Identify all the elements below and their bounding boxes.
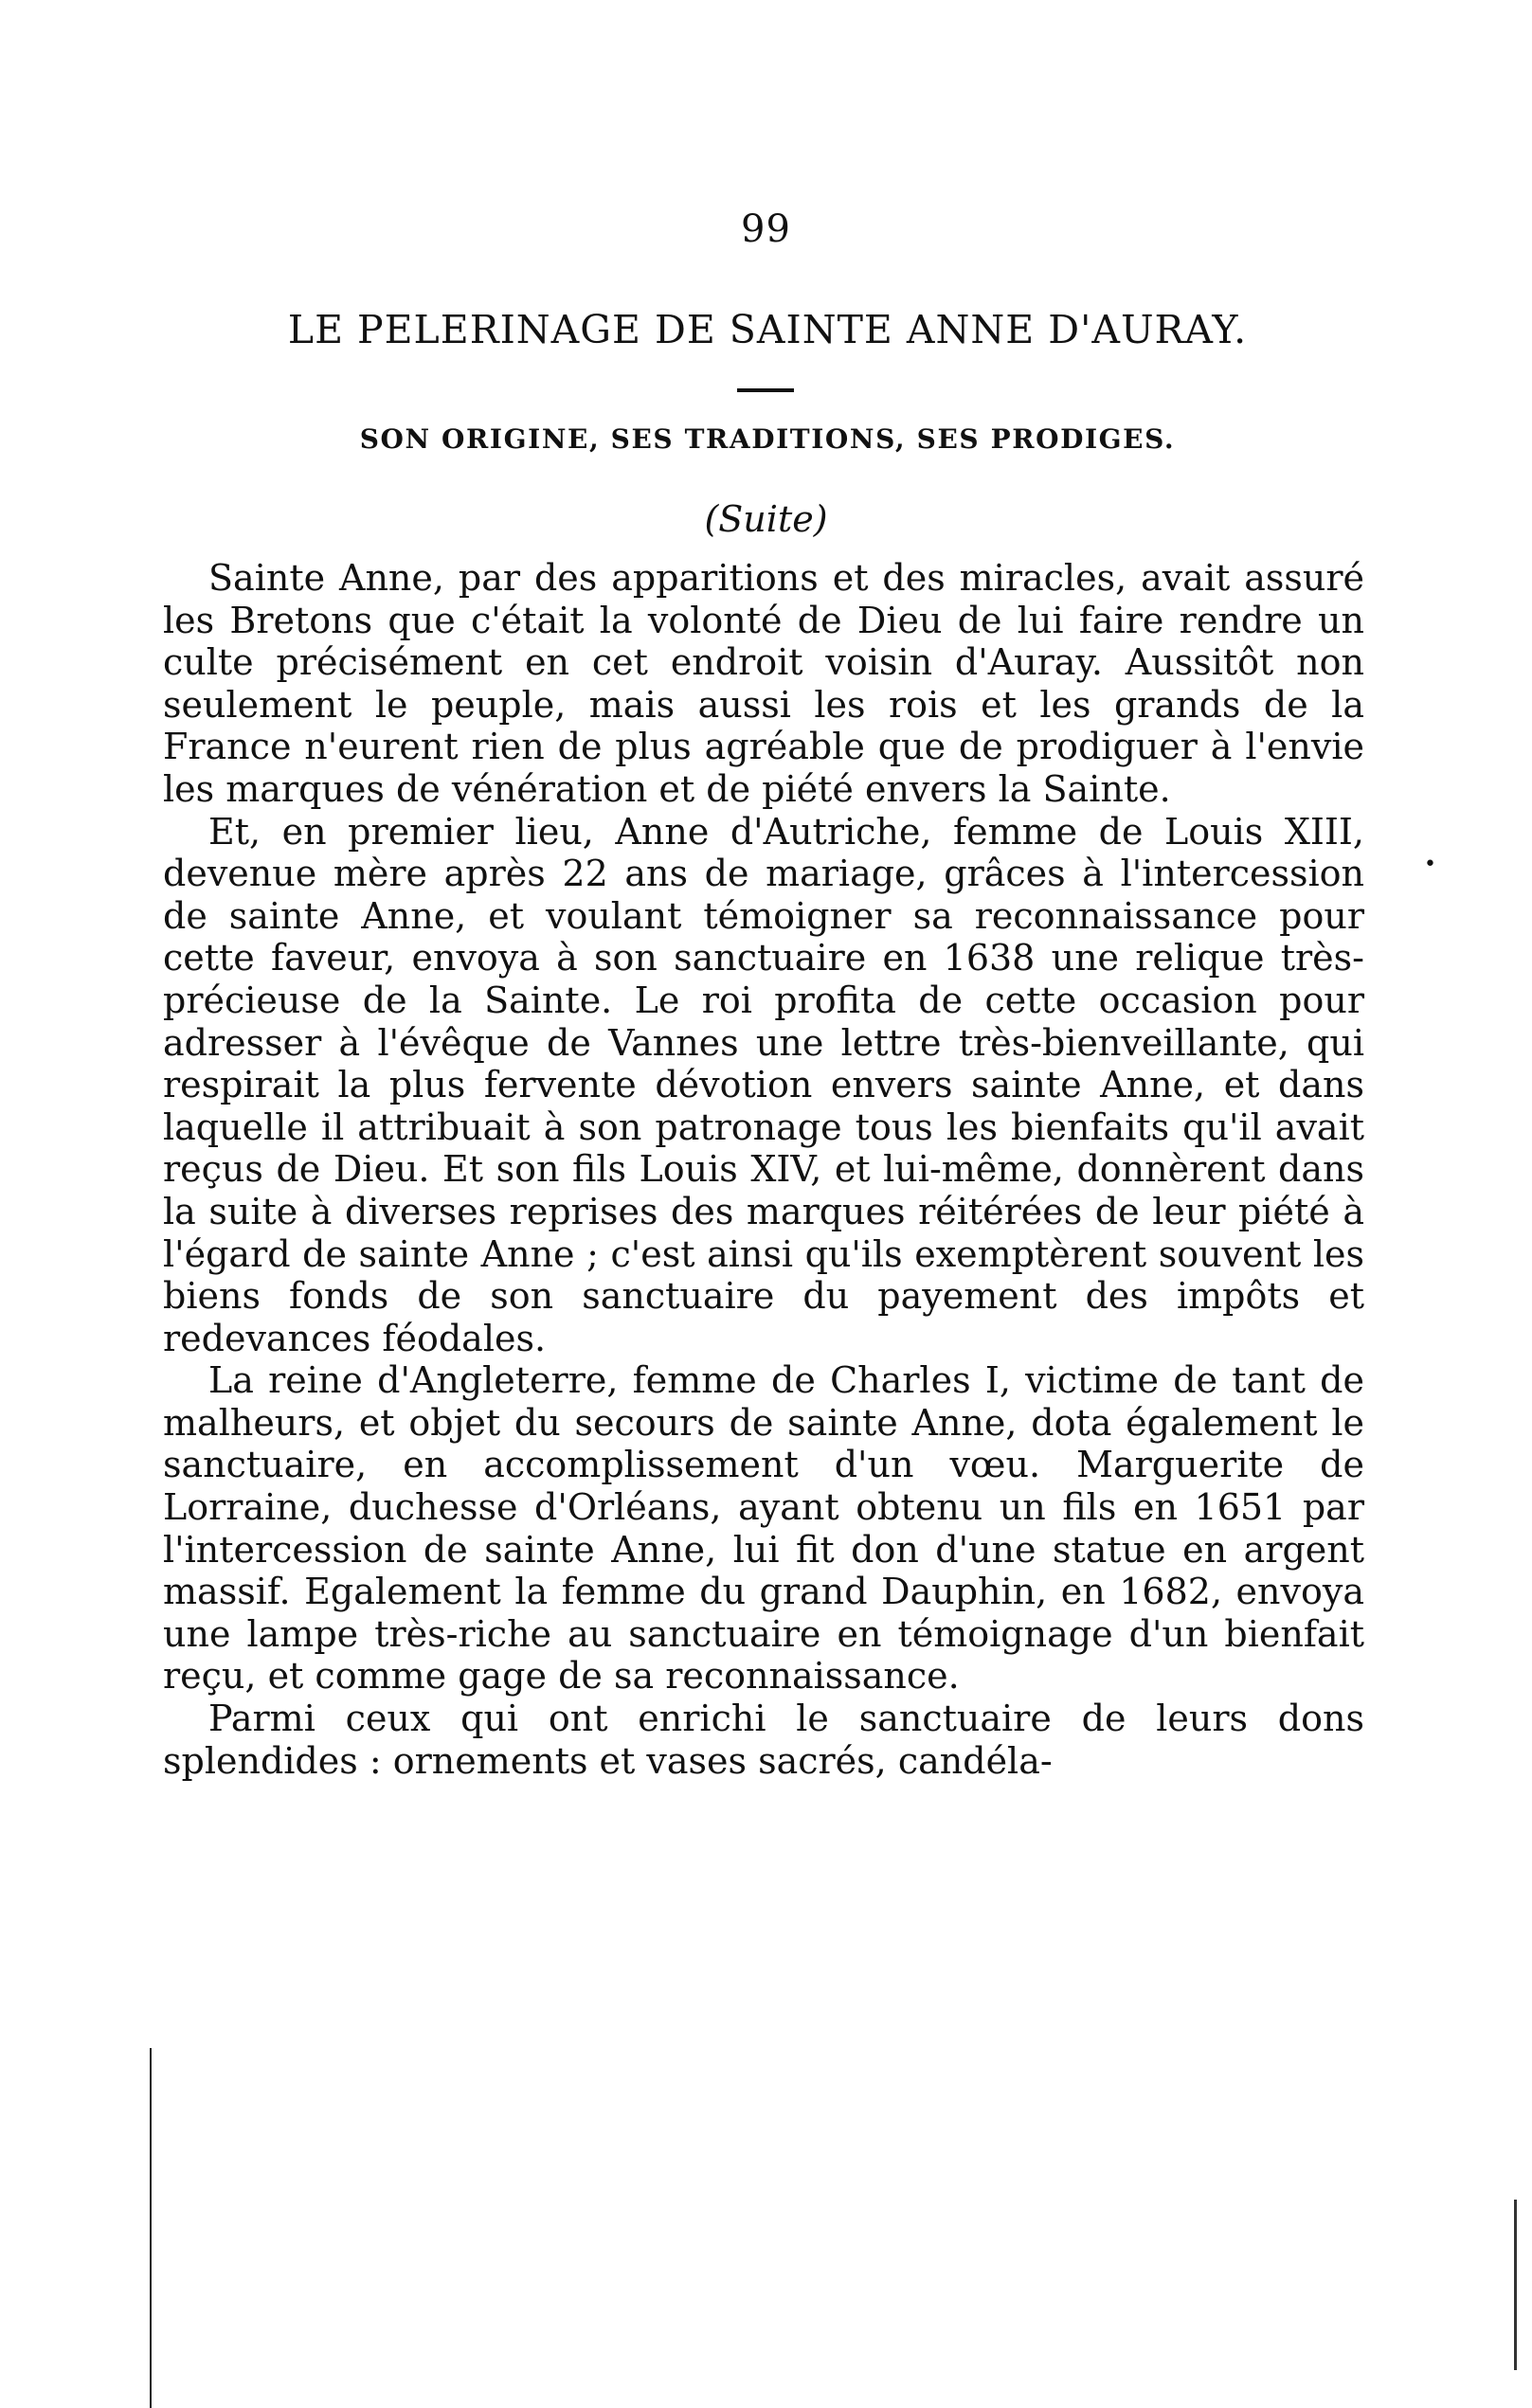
margin-mark: • xyxy=(1424,853,1436,876)
chapter-title: LE PELERINAGE DE SAINTE ANNE D'AURAY. xyxy=(287,307,1248,352)
paragraph: Parmi ceux qui ont enrichi le sanctuaire de leurs dons splendides : ornements et vases sacrés, candéla- xyxy=(163,1698,1364,1782)
paragraph: La reine d'Angleterre, femme de Charles I, victime de tant de malheurs, et objet du secours de sainte Anne, dota également le sanctuaire, en accomplissement d'un vœu. Marguerite de Lorraine, duchesse d'Orléans, ayant obtenu un fils en 1651 par l'intercession de sainte Anne, lui fit don d'une statue en argent massif. Egalement la femme du grand Dauphin, en 1682, envoya une lampe très-riche au sanctuaire en témoignage d'un bienfait reçu, et comme gage de sa reconnaissance. xyxy=(163,1359,1364,1698)
body-text xyxy=(163,557,1364,1782)
right-margin-line xyxy=(1514,2200,1517,2370)
continuation-label xyxy=(0,496,1532,542)
page-number: 99 xyxy=(741,207,791,251)
paragraph: Sainte Anne, par des apparitions et des miracles, avait assuré les Bretons que c'était la volonté de Dieu de lui faire rendre un culte précisément en cet endroit voisin d'Auray. Aussitôt non seulement le peuple, mais aussi les rois et les grands de la France n'eurent rien de plus agréable que de prodiguer à l'envie les marques de vénération et de piété envers la Sainte. xyxy=(163,557,1364,810)
continuation-label-text: (Suite) xyxy=(704,498,828,540)
paragraph: Et, en premier lieu, Anne d'Autriche, femme de Louis XIII, devenue mère après 22 ans de mariage, grâces à l'intercession de sainte Anne, et voulant témoigner sa reconnaissance pour cette faveur, envoya à son sanctuaire en 1638 une relique très-précieuse de la Sainte. Le roi profita de cette occasion pour adresser à l'évêque de Vannes une lettre très-bienveillante, qui respirait la plus fervente dévotion envers sainte Anne, et dans laquelle il attribuait à son patronage tous les bienfaits qu'il avait reçus de Dieu. Et son fils Louis XIV, et lui-même, donnèrent dans la suite à diverses reprises des marques réitérées de leur piété à l'égard de sainte Anne ; c'est ainsi qu'ils exemptèrent souvent les biens fonds de son sanctuaire du payement des impôts et redevances féodales. xyxy=(163,810,1364,1359)
title-divider xyxy=(737,388,794,392)
left-margin-line xyxy=(150,2048,152,2408)
chapter-subtitle: SON ORIGINE, SES TRADITIONS, SES PRODIGES. xyxy=(359,423,1176,455)
